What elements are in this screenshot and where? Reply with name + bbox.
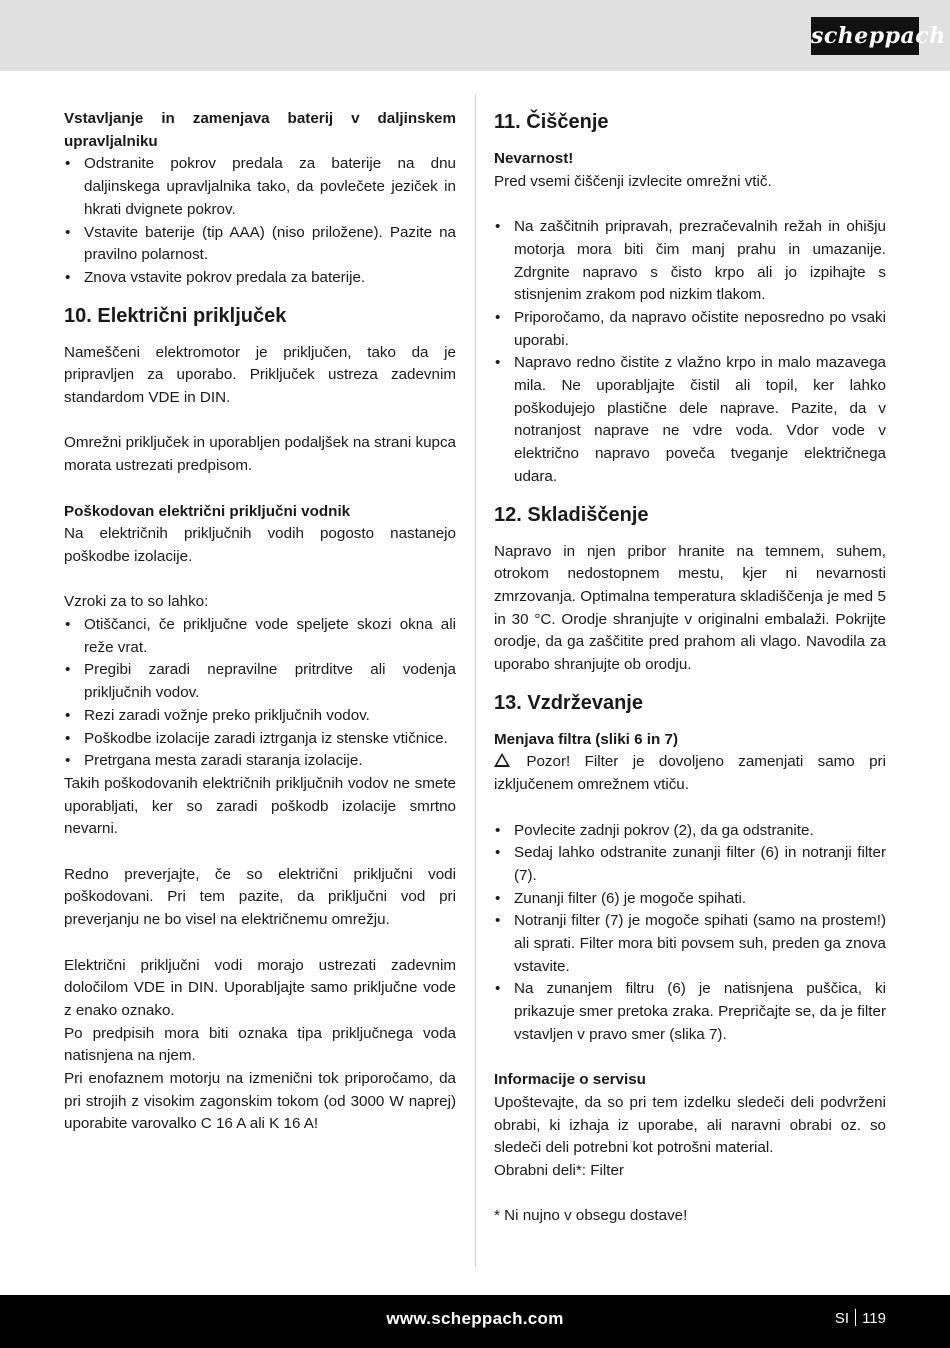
warning-icon [494,753,510,767]
battery-title: Vstavljanje in zamenjava baterij v daljinskem upravljalniku [64,110,456,150]
footer-bar [0,1295,950,1348]
paragraph: Takih poškodovanih električnih priključnih vodov ne smete uporabljati, ker so zaradi poškodb izolacije smrtno nevarni. [64,774,456,838]
filter-steps [494,820,886,1047]
page-number: 119 [862,1310,886,1327]
paragraph: Omrežni priključek in uporabljen podaljšek na strani kupca morata ustrezati predpisom. [64,434,456,475]
danger-label: Nevarnost! [494,150,574,167]
list-item: • Rezi zaradi vožnje preko priključnih vodov. [64,705,456,728]
list-item: • Poškodbe izolacije zaradi iztrganja iz stenske vtičnice. [64,728,456,751]
list-item: • Pregibi zaradi nepravilne pritrditve ali vodenja priključnih vodov. [64,659,456,704]
website-link[interactable]: www.scheppach.com [386,1309,564,1328]
list-item: • Otiščanci, če priključne vode speljete skozi okna ali reže vrat. [64,614,456,659]
paragraph: Na električnih priključnih vodih pogosto nastanejo poškodbe izolacije. [64,525,456,565]
section-heading-maintenance: 13. Vzdrževanje [494,691,643,714]
warning-text: Pozor! Filter je dovoljeno zamenjati samo pri izključenem omrežnem vtiču. [494,753,886,794]
paragraph: Redno preverjajte, če so električni priključni vodi poškodovani. Pri tem pazite, da priključni vod pri preverjanju ne bo visel na električnemu omrežju. [64,865,456,929]
left-column [64,108,456,1136]
list-item: • Povlecite zadnji pokrov (2), da ga odstranite. [494,820,886,843]
paragraph: Pred vsemi čiščenji izvlecite omrežni vtič. [494,172,772,190]
section-heading-storage: 12. Skladiščenje [494,503,649,526]
list-item: • Znova vstavite pokrov predala za baterije. [64,267,456,290]
wear-parts: Obrabni deli*: Filter [494,1162,624,1180]
list-item: • Na zaščitnih pripravah, prezračevalnih režah in ohišju motorja mora biti čim manj prahu in umazanije. Zdrgnite napravo s čisto krpo ali jo izpihajte s stisnjenim zrakom pod nizkim tlakom. [494,216,886,307]
header-bar [0,0,950,71]
list-item: • Sedaj lahko odstranite zunanji filter (6) in notranji filter (7). [494,842,886,887]
paragraph: Pri enofaznem motorju na izmenični tok priporočamo, da pri strojih z visokim zagonskim tokom (od 3000 W naprej) uporabite varovalko C 16 A ali K 16 A! [64,1070,456,1133]
list-item: • Notranji filter (7) je mogoče spihati (samo na prostem!) ali sprati. Filter mora biti povsem suh, preden ga znova vstavite. [494,910,886,978]
column-divider [475,95,476,1267]
section-heading-electric: 10. Električni priključek [64,304,287,327]
page-indicator [835,1295,886,1342]
paragraph: Električni priključni vodi morajo ustrezati zadevnim določilom VDE in DIN. Uporabljajte samo priključne vode z enako oznako. [64,956,456,1019]
paragraph: Upoštevajte, da so pri tem izdelku sledeči deli podvrženi obrabi, ki izhaja iz uporabe, ali naravni obrabi oz. so sledeči deli potrebni kot potrošni material. [494,1093,886,1157]
list-item: • Priporočamo, da napravo očistite neposredno po vsaki uporabi. [494,307,886,352]
list-item: • Vstavite baterije (tip AAA) (niso priložene). Pazite na pravilno polarnost. [64,222,456,267]
battery-steps [64,153,456,289]
filter-change-title: Menjava filtra (sliki 6 in 7) [494,730,679,748]
list-item: • Zunanji filter (6) je mogoče spihati. [494,888,886,911]
section-heading-cleaning: 11. Čiščenje [494,111,609,133]
causes-list [64,614,456,773]
paragraph: Nameščeni elektromotor je priključen, tako da je pripravljen za uporabo. Priključek ustreza zadevnim standardom VDE in DIN. [64,343,456,407]
brand-logo: scheppach [811,17,919,55]
paragraph: Po predpisih mora biti oznaka tipa priključnega voda natisnjena na njem. [64,1024,456,1065]
separator [855,1309,856,1326]
list-item: • Napravo redno čistite z vlažno krpo in malo mazavega mila. Ne uporabljajte čistil ali topil, ker lahko poškodujejo plastične dele naprave. Pazite, da v notranjost naprave ne vdre voda. Vdor vode v električno napravo poveča tveganje električnega udara. [494,352,886,488]
damaged-cable-title: Poškodovan električni priključni vodnik [64,502,351,520]
list-item: • Pretrgana mesta zaradi staranja izolacije. [64,750,456,773]
causes-intro: Vzroki za to so lahko: [64,593,209,611]
cleaning-list [494,216,886,488]
language-code: SI [834,1310,850,1327]
paragraph: Napravo in njen pribor hranite na temnem, suhem, otrokom nedostopnem mestu, kjer ni nevarnosti zmrzovanja. Optimalna temperatura skladiščenja je med 5 in 30 °C. Orodje shranjujte v originalni embalaži. Pokrijte orodje, da ga zaščitite pred prahom ali vlago. Navodila za uporabo shranjujte ob orodju. [494,542,886,674]
right-column [494,108,886,1228]
list-item: • Odstranite pokrov predala za baterije na dnu daljinskega upravljalnika tako, da povlečete jeziček in hkrati dvignete pokrov. [64,153,456,221]
footnote: * Ni nujno v obsegu dostave! [494,1207,688,1225]
service-info-title: Informacije o servisu [494,1071,646,1089]
warning-paragraph [494,751,886,796]
list-item: • Na zunanjem filtru (6) je natisnjena puščica, ki prikazuje smer pretoka zraka. Prepričajte se, da je filter vstavljen v pravo smer (slika 7). [494,978,886,1046]
